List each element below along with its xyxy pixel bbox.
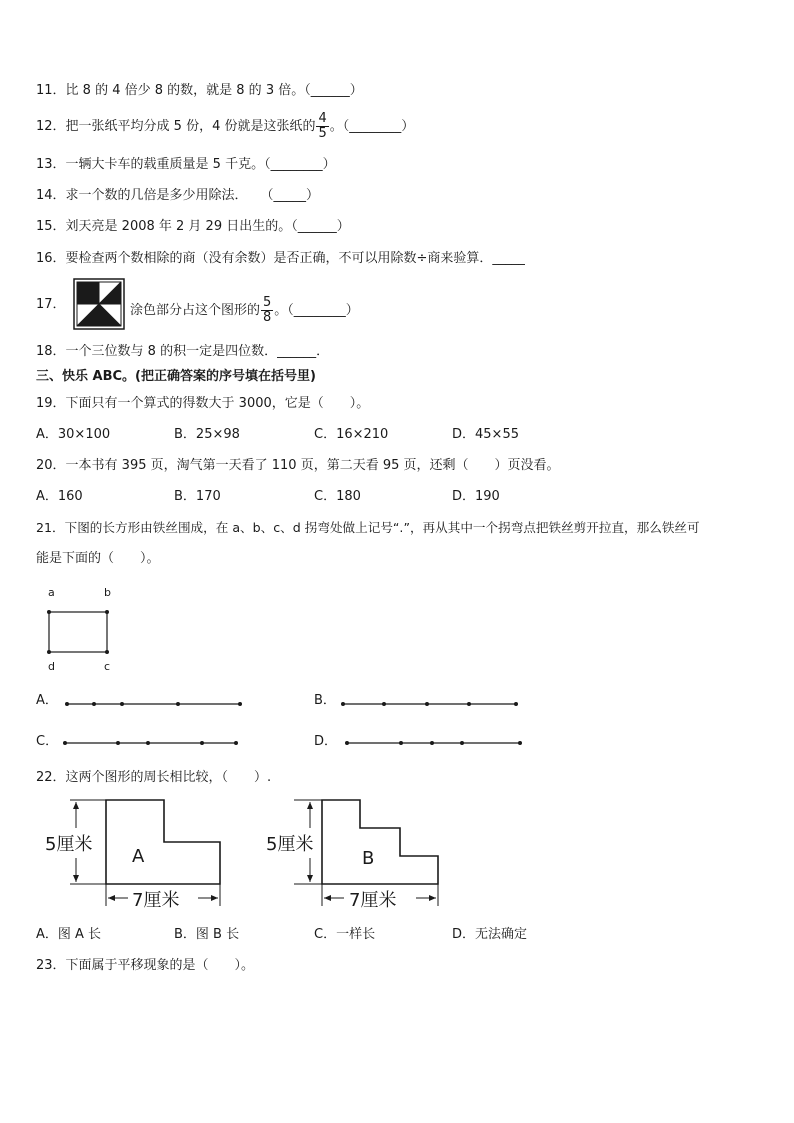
fraction-numerator: 4 (318, 111, 327, 126)
figure-b (266, 800, 438, 911)
q21-option-c[interactable]: C． (36, 734, 59, 749)
question-14: 14．求一个数的几倍是多少用除法． （_____） (36, 188, 320, 203)
wire-rectangle (49, 612, 107, 652)
figure-b-outline (322, 800, 438, 884)
question-19: 19．下面只有一个算式的得数大于 3000，它是（ ）。 (36, 396, 370, 411)
q22-option-d[interactable]: D．无法确定 (452, 927, 528, 942)
q21-option-b[interactable]: B． (314, 693, 336, 708)
fraction-denominator: 5 (318, 126, 327, 141)
question-17-answer: 。（________） (274, 303, 359, 318)
q21-wire-b (338, 698, 522, 710)
corner-label-c: c (104, 660, 111, 673)
fraction-denominator: 8 (263, 310, 272, 325)
question-18: 18．一个三位数与 8 的积一定是四位数．______． (36, 344, 330, 359)
q20-option-a[interactable]: A．160 (36, 489, 83, 504)
q21-wire-c (60, 737, 244, 749)
question-22: 22．这两个图形的周长相比较，（ ）. (36, 770, 272, 785)
q22-option-c[interactable]: C．一样长 (314, 927, 376, 942)
corner-label-a: a (48, 586, 55, 599)
question-17-text: 涂色部分占这个图形的 (130, 303, 261, 318)
fraction-numerator: 5 (263, 295, 272, 310)
q19-option-a[interactable]: A．30×100 (36, 427, 111, 442)
question-16: 16．要检查两个数相除的商（没有余数）是否正确，不可以用除数÷商来验算．_____ (36, 251, 525, 266)
q22-option-a[interactable]: A．图 A 长 (36, 927, 102, 942)
q20-option-d[interactable]: D．190 (452, 489, 500, 504)
section-3-heading: 三、快乐 ABC。(把正确答案的序号填在括号里) (36, 369, 316, 384)
perimeter-figures (40, 796, 450, 914)
q21-option-d[interactable]: D． (314, 734, 338, 749)
q21-wire-a (62, 698, 246, 710)
question-21-line-2: 能是下面的（ ）。 (36, 551, 160, 566)
fraction-5-8 (261, 296, 273, 325)
q19-option-c[interactable]: C．16×210 (314, 427, 389, 442)
figure-a-width-label: 7厘米 (132, 890, 180, 911)
figure-a-height-label: 5厘米 (45, 834, 93, 855)
q20-option-b[interactable]: B．170 (174, 489, 221, 504)
q19-option-b[interactable]: B．25×98 (174, 427, 240, 442)
question-12 (36, 112, 414, 141)
question-20: 20．一本书有 395 页，淘气第一天看了 110 页，第二天看 95 页，还剩（ ）页没看。 (36, 458, 560, 473)
figure-b-label: B (362, 848, 375, 869)
figure-b-height-label: 5厘米 (266, 834, 314, 855)
fraction-4-5 (316, 112, 328, 141)
question-12-answer: 。（________） (329, 119, 415, 134)
question-23: 23．下面属于平移现象的是（ ）。 (36, 958, 255, 973)
corner-label-b: b (104, 586, 111, 599)
question-15: 15．刘天亮是 2008 年 2 月 29 日出生的。（______） (36, 219, 350, 234)
question-21-line-1: 21．下图的长方形由铁丝围成，在 a、b、c、d 拐弯处做上记号“.”，再从其中一个拐弯点把铁丝剪开拉直，那么铁丝可 (36, 520, 700, 535)
q22-option-b[interactable]: B．图 B 长 (174, 927, 240, 942)
corner-label-d: d (48, 660, 55, 673)
question-17-number: 17． (36, 297, 66, 312)
question-12-text: 12．把一张纸平均分成 5 份，4 份就是这张纸的 (36, 119, 316, 134)
question-17 (130, 296, 359, 325)
rectangle-abcd-figure (36, 582, 126, 674)
figure-a-label: A (132, 846, 145, 867)
figure-b-width-label: 7厘米 (349, 890, 397, 911)
shaded-square-figure (73, 278, 125, 330)
figure-a (45, 800, 220, 911)
q21-wire-d (342, 737, 526, 749)
figure-a-outline (106, 800, 220, 884)
q19-option-d[interactable]: D．45×55 (452, 427, 519, 442)
q21-option-a[interactable]: A． (36, 693, 58, 708)
question-11: 11．比 8 的 4 倍少 8 的数，就是 8 的 3 倍。（______） (36, 83, 363, 98)
question-13: 13．一辆大卡车的载重质量是 5 千克。（________） (36, 157, 336, 172)
q20-option-c[interactable]: C．180 (314, 489, 361, 504)
